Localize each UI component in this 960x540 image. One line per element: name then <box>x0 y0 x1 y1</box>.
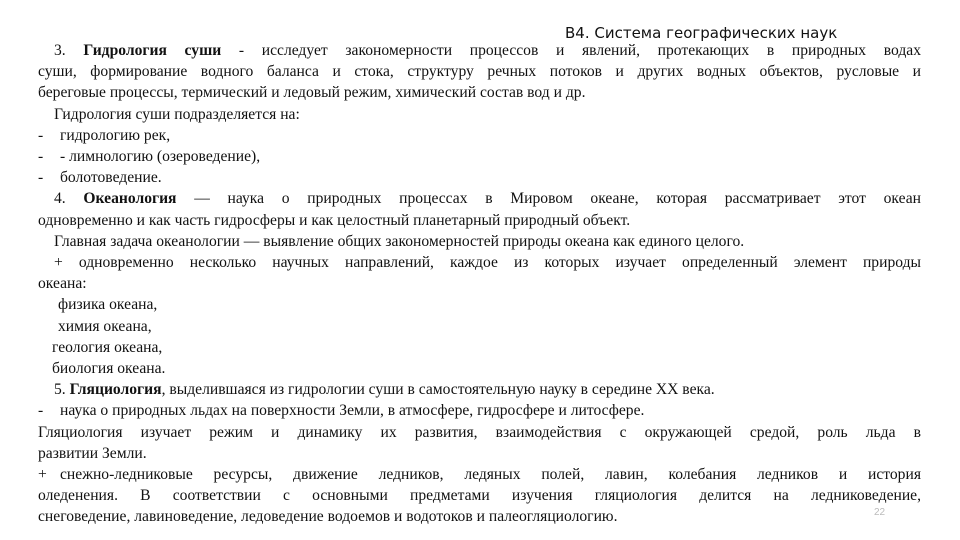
section-3-subdivision: - - лимнологию (озероведение), <box>38 148 261 166</box>
section-4-branch: химия океана, <box>58 317 152 335</box>
subdivision-text: болотоведение. <box>60 169 162 187</box>
section-5-line-1 <box>38 379 921 400</box>
section-4-branch: биология океана. <box>52 360 166 378</box>
section-5-study-line-2: развитии Земли. <box>38 444 147 462</box>
section-5-dash-line: - наука о природных льдах на поверхности Земли, в атмосфере, гидросфере и литосфере. <box>38 402 645 420</box>
section-5-term: Гляциология <box>69 381 162 399</box>
section-5-plus-line-2: оледенения. В соответствии с основными предметами изучения гляциология делится на ледниковедение, <box>38 487 921 505</box>
section-3-subdivision: - болотоведение. <box>38 169 162 187</box>
section-3-line-2: суши, формирование водного баланса и стока, структуру речных потоков и других водных объектов, русловые и <box>38 63 921 81</box>
section-3-definition: - исследует закономерности процессов и явлений, протекающих в природных водах <box>238 42 921 59</box>
section-3-line-3: береговые процессы, термический и ледовый режим, химический состав вод и др. <box>38 84 586 102</box>
page-number: 22 <box>874 507 886 518</box>
section-5-plus-line-3: снеговедение, лавиноведение, ледоведение водоемов и водотоков и палеогляциологию. <box>38 508 618 526</box>
subdivision-text: - лимнологию (озероведение), <box>60 148 261 166</box>
section-4-line-2: одновременно и как часть гидросферы и как целостный планетарный природный объект. <box>38 211 631 229</box>
section-4-task: Главная задача океанологии — выявление общих закономерностей природы океана как единого целого. <box>54 232 745 250</box>
section-5-study-line-1: Гляциология изучает режим и динамику их развития, взаимодействия с окружающей средой, роль льда в <box>38 423 921 441</box>
section-3-number: 3. <box>54 42 66 59</box>
subdivision-text: гидрологию рек, <box>60 126 171 144</box>
section-4-branch: физика океана, <box>58 296 158 314</box>
plus-mark: + <box>38 466 47 484</box>
dash-line-text: наука о природных льдах на поверхности Земли, в атмосфере, гидросфере и литосфере. <box>60 402 645 420</box>
slide-title: В4. Система географических наук <box>565 24 838 42</box>
section-5-definition: , выделившаяся из гидрологии суши в самостоятельную науку в середине XX века. <box>161 381 715 399</box>
document-body <box>38 40 921 528</box>
section-4-number: 4. <box>54 190 66 208</box>
section-5-plus-line-1 <box>38 464 921 485</box>
section-4-line-1 <box>38 188 921 209</box>
section-3-term: Гидрология суши <box>83 42 222 59</box>
section-4-term: Океанология <box>83 190 177 208</box>
plus-line-text: снежно-ледниковые ресурсы, движение ледников, ледяных полей, лавин, колебания ледников и история <box>60 466 921 484</box>
section-4-branch: геология океана, <box>52 338 163 356</box>
section-4-definition: — наука о природных процессах в Мировом океане, которая рассматривает этот океан <box>194 190 921 208</box>
section-3-line-1 <box>38 40 921 61</box>
section-4-plus-line-1: + одновременно несколько научных направлений, каждое из которых изучает определенный элемент природы <box>54 254 921 272</box>
section-5-number: 5. <box>54 381 66 399</box>
section-3-subdiv-intro: Гидрология суши подразделяется на: <box>54 105 300 123</box>
section-3-subdivision: - гидрологию рек, <box>38 126 171 144</box>
section-4-plus-line-2: океана: <box>38 275 87 293</box>
